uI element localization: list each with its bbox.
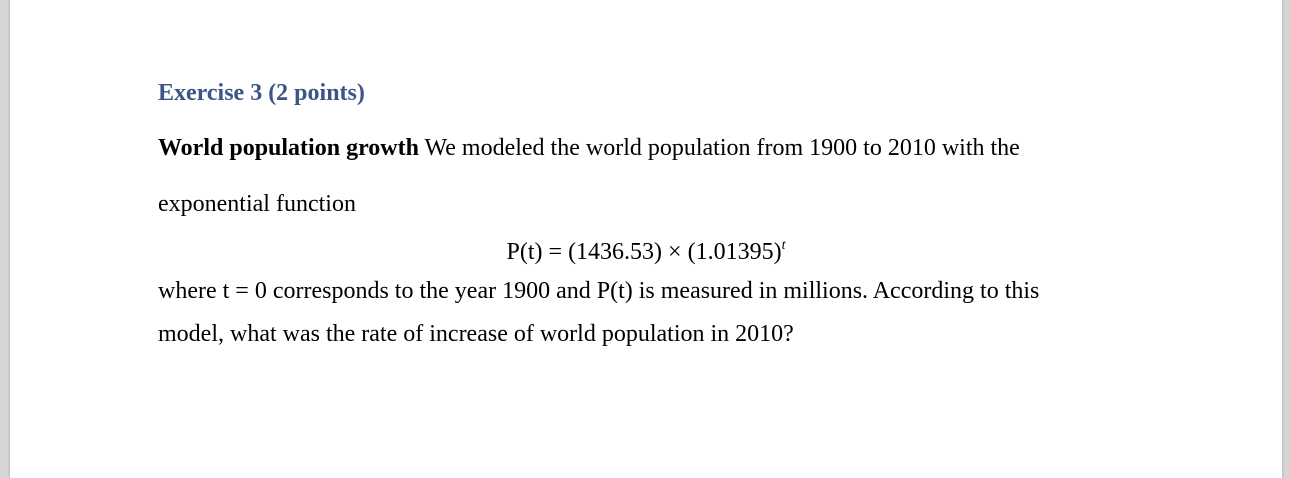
document-page (10, 0, 1282, 478)
problem-line-2: exponential function (158, 191, 356, 217)
formula (10, 232, 1282, 266)
problem-line-5: model, what was the rate of increase of world population in 2010? (158, 321, 794, 347)
problem-line-1-text: We modeled the world population from 1900 to 2010 with the (418, 135, 1020, 161)
problem-lead-bold: World population growth (158, 135, 419, 161)
problem-line-1 (158, 134, 1020, 162)
formula-main: P(t) = (1436.53) × (1.01395) (506, 239, 782, 265)
problem-line-4: where t = 0 corresponds to the year 1900 and P(t) is measured in millions. According to this (158, 278, 1040, 304)
exercise-title: Exercise 3 (2 points) (158, 80, 365, 106)
formula-exponent: t (781, 238, 786, 253)
